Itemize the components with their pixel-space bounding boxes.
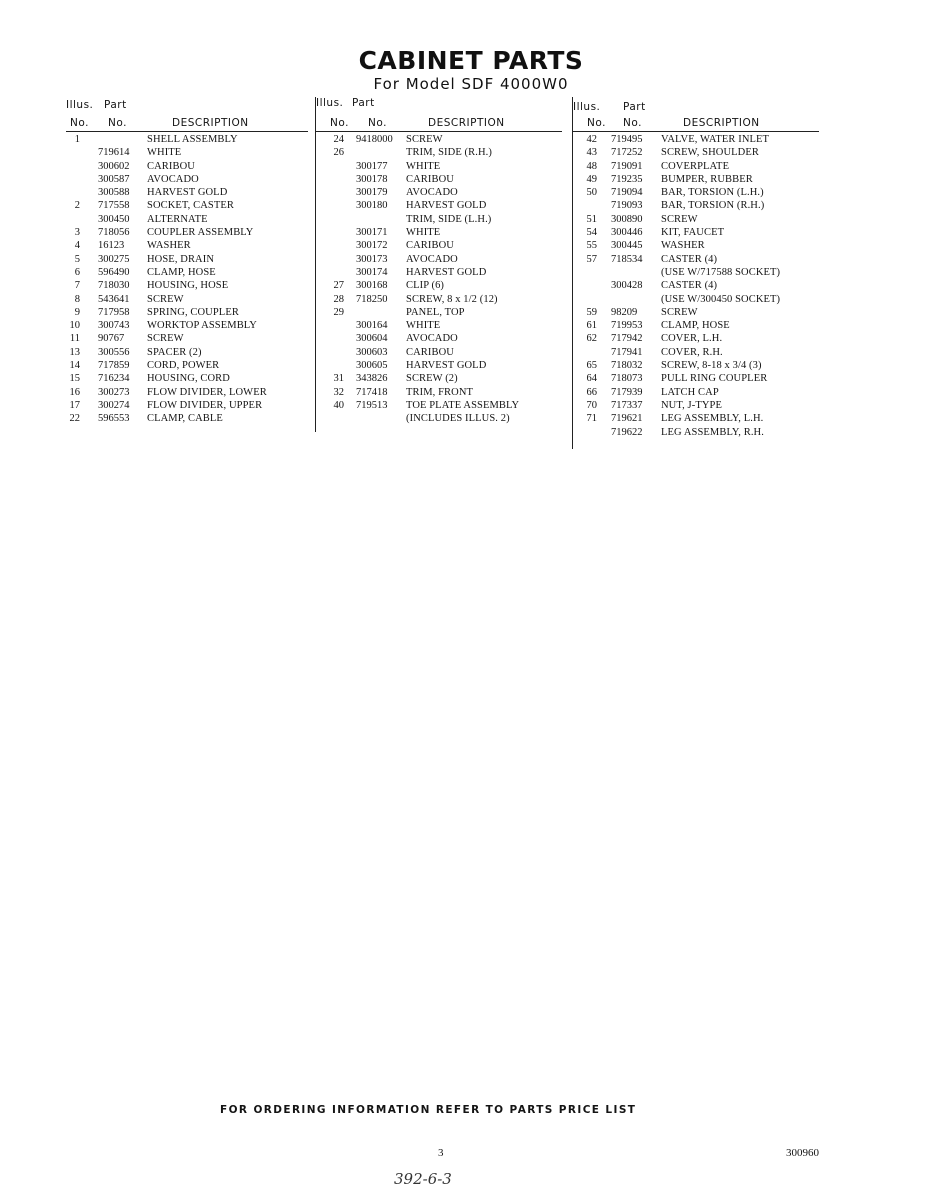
header-part-no: No. xyxy=(368,117,387,129)
table-row xyxy=(573,226,819,239)
page-subtitle: For Model SDF 4000W0 xyxy=(373,75,569,93)
ordering-note: FOR ORDERING INFORMATION REFER TO PARTS PRICE LIST xyxy=(220,1104,637,1116)
header-rule xyxy=(573,131,819,132)
header-illus-no: No. xyxy=(330,117,349,129)
illus-number: 27 xyxy=(333,280,344,292)
table-row xyxy=(316,332,562,345)
part-description: HARVEST GOLD xyxy=(406,360,487,372)
part-description: SCREW xyxy=(406,134,443,145)
header-rule xyxy=(66,131,308,132)
table-row xyxy=(66,346,308,359)
table-row xyxy=(66,266,308,279)
table-row xyxy=(316,160,562,173)
part-description: SCREW, 8-18 x 3/4 (3) xyxy=(661,360,762,372)
part-number: 719235 xyxy=(611,173,643,185)
part-description: NUT, J-TYPE xyxy=(661,399,722,411)
part-description: CLAMP, CABLE xyxy=(147,413,223,425)
header-rule xyxy=(316,131,562,132)
part-description: COVERPLATE xyxy=(661,160,730,172)
table-row xyxy=(316,412,562,425)
table-row xyxy=(66,306,308,319)
part-number: 300174 xyxy=(356,266,388,278)
part-description: SHELL ASSEMBLY xyxy=(147,134,238,145)
table-row xyxy=(66,213,308,226)
table-row xyxy=(66,319,308,332)
illus-number: 48 xyxy=(586,160,597,172)
table-row xyxy=(66,293,308,306)
part-number: 300178 xyxy=(356,173,388,185)
illus-number: 16 xyxy=(69,386,80,398)
part-number: 718056 xyxy=(98,227,130,239)
table-row xyxy=(66,160,308,173)
part-number: 719091 xyxy=(611,160,643,172)
part-description: VALVE, WATER INLET xyxy=(661,134,770,145)
part-number: 9418000 xyxy=(356,134,393,145)
part-description: SCREW xyxy=(661,213,698,225)
part-number: 90767 xyxy=(98,333,125,345)
part-description: ALTERNATE xyxy=(147,213,208,225)
part-number: 300743 xyxy=(98,320,130,332)
column-header xyxy=(316,97,562,133)
illus-number: 2 xyxy=(74,200,80,212)
part-description: (USE W/300450 SOCKET) xyxy=(661,293,781,305)
part-number: 300556 xyxy=(98,346,130,358)
table-row xyxy=(573,399,819,412)
part-number: 300604 xyxy=(356,333,388,345)
parts-rows xyxy=(316,133,562,426)
table-row xyxy=(573,279,819,292)
table-row xyxy=(316,372,562,385)
part-number: 596553 xyxy=(98,413,130,425)
part-number: 717958 xyxy=(98,306,130,318)
part-number: 717337 xyxy=(611,399,643,411)
table-row xyxy=(573,173,819,186)
table-row xyxy=(316,146,562,159)
part-description: BUMPER, RUBBER xyxy=(661,173,753,185)
table-row xyxy=(316,133,562,146)
part-number: 718250 xyxy=(356,293,388,305)
table-row xyxy=(316,359,562,372)
table-row xyxy=(573,160,819,173)
part-number: 719622 xyxy=(611,426,643,438)
page-title: CABINET PARTS xyxy=(358,46,584,75)
part-description: CASTER (4) xyxy=(661,253,718,265)
part-description: BAR, TORSION (L.H.) xyxy=(661,187,764,199)
table-row xyxy=(66,332,308,345)
part-description: PANEL, TOP xyxy=(406,306,465,318)
part-description: COVER, L.H. xyxy=(661,333,723,345)
parts-column-1 xyxy=(66,97,308,426)
part-number: 719094 xyxy=(611,187,643,199)
part-number: 719621 xyxy=(611,413,643,425)
table-row xyxy=(573,133,819,146)
part-number: 717859 xyxy=(98,360,130,372)
part-description: COVER, R.H. xyxy=(661,346,723,358)
parts-column-2 xyxy=(316,97,562,426)
table-row xyxy=(316,173,562,186)
header-description: DESCRIPTION xyxy=(172,117,249,129)
part-number: 300164 xyxy=(356,320,388,332)
part-description: SCREW (2) xyxy=(406,373,458,385)
header-description: DESCRIPTION xyxy=(683,117,760,129)
illus-number: 10 xyxy=(69,320,80,332)
part-description: HARVEST GOLD xyxy=(406,266,487,278)
illus-number: 49 xyxy=(586,173,597,185)
illus-number: 51 xyxy=(586,213,597,225)
table-row xyxy=(316,279,562,292)
part-description: CARIBOU xyxy=(406,173,454,185)
part-number: 717939 xyxy=(611,386,643,398)
part-description: CARIBOU xyxy=(406,240,454,252)
part-number: 718073 xyxy=(611,373,643,385)
table-row xyxy=(573,306,819,319)
illus-number: 31 xyxy=(333,373,344,385)
table-row xyxy=(573,372,819,385)
part-number: 300588 xyxy=(98,187,130,199)
part-description: SCREW xyxy=(147,293,184,305)
part-number: 300445 xyxy=(611,240,643,252)
part-number: 718032 xyxy=(611,360,643,372)
column-header xyxy=(573,97,819,133)
table-row xyxy=(573,186,819,199)
part-number: 300172 xyxy=(356,240,388,252)
table-row xyxy=(316,399,562,412)
part-description: LEG ASSEMBLY, R.H. xyxy=(661,426,764,438)
table-row xyxy=(573,199,819,212)
part-description: SCREW, 8 x 1/2 (12) xyxy=(406,293,498,305)
part-description: PULL RING COUPLER xyxy=(661,373,768,385)
illus-number: 32 xyxy=(333,386,344,398)
table-row xyxy=(66,199,308,212)
part-number: 300605 xyxy=(356,360,388,372)
part-description: HOUSING, CORD xyxy=(147,373,230,385)
illus-number: 26 xyxy=(333,147,344,159)
illus-number: 65 xyxy=(586,360,597,372)
illus-number: 40 xyxy=(333,399,344,411)
table-row xyxy=(316,346,562,359)
part-number: 300890 xyxy=(611,213,643,225)
header-part-no: No. xyxy=(623,117,642,129)
part-description: COUPLER ASSEMBLY xyxy=(147,227,254,239)
part-number: 716234 xyxy=(98,373,130,385)
illus-number: 3 xyxy=(74,227,80,239)
table-row xyxy=(316,266,562,279)
table-row xyxy=(316,293,562,306)
parts-rows xyxy=(66,133,308,426)
illus-number: 11 xyxy=(69,333,80,345)
part-description: WHITE xyxy=(406,320,441,332)
illus-number: 9 xyxy=(74,306,80,318)
illus-number: 4 xyxy=(74,240,80,252)
part-number: 343826 xyxy=(356,373,388,385)
illus-number: 50 xyxy=(586,187,597,199)
table-row xyxy=(66,359,308,372)
illus-number: 15 xyxy=(69,373,80,385)
table-row xyxy=(316,239,562,252)
table-row xyxy=(66,279,308,292)
illus-number: 29 xyxy=(333,306,344,318)
part-description: AVOCADO xyxy=(406,187,458,199)
part-number: 98209 xyxy=(611,306,638,318)
header-part: Part xyxy=(104,99,127,111)
part-description: SCREW xyxy=(661,306,698,318)
part-description: FLOW DIVIDER, LOWER xyxy=(147,386,267,398)
part-description: SPRING, COUPLER xyxy=(147,306,239,318)
part-number: 300428 xyxy=(611,280,643,292)
table-row xyxy=(316,226,562,239)
table-row xyxy=(573,213,819,226)
illus-number: 14 xyxy=(69,360,80,372)
part-number: 543641 xyxy=(98,293,130,305)
part-description: LEG ASSEMBLY, L.H. xyxy=(661,413,764,425)
illus-number: 55 xyxy=(586,240,597,252)
illus-number: 6 xyxy=(74,266,80,278)
document-number: 300960 xyxy=(786,1147,819,1159)
table-row xyxy=(573,426,819,439)
part-number: 717418 xyxy=(356,386,388,398)
header-illus: Illus. xyxy=(66,99,94,111)
part-description: TRIM, SIDE (L.H.) xyxy=(406,213,492,225)
table-row xyxy=(66,239,308,252)
parts-column-3 xyxy=(573,97,819,439)
part-description: CLAMP, HOSE xyxy=(147,266,216,278)
part-description: HARVEST GOLD xyxy=(147,187,228,199)
table-row xyxy=(66,146,308,159)
table-row xyxy=(66,186,308,199)
part-description: SCREW xyxy=(147,333,184,345)
illus-number: 13 xyxy=(69,346,80,358)
part-number: 717941 xyxy=(611,346,643,358)
table-row xyxy=(66,372,308,385)
illus-number: 66 xyxy=(586,386,597,398)
part-number: 719614 xyxy=(98,147,130,159)
illus-number: 24 xyxy=(333,134,344,145)
table-row xyxy=(573,346,819,359)
part-number: 719093 xyxy=(611,200,643,212)
part-description: HOUSING, HOSE xyxy=(147,280,229,292)
illus-number: 57 xyxy=(586,253,597,265)
illus-number: 54 xyxy=(586,227,597,239)
part-description: LATCH CAP xyxy=(661,386,719,398)
part-description: TOE PLATE ASSEMBLY xyxy=(406,399,520,411)
part-description: SPACER (2) xyxy=(147,346,202,358)
part-description: CLAMP, HOSE xyxy=(661,320,730,332)
table-row xyxy=(573,253,819,266)
part-number: 717558 xyxy=(98,200,130,212)
table-row xyxy=(316,253,562,266)
table-row xyxy=(316,213,562,226)
part-description: WASHER xyxy=(147,240,191,252)
table-row xyxy=(66,412,308,425)
table-row xyxy=(573,332,819,345)
part-number: 300274 xyxy=(98,399,130,411)
part-number: 719953 xyxy=(611,320,643,332)
part-number: 300275 xyxy=(98,253,130,265)
illus-number: 17 xyxy=(69,399,80,411)
table-row xyxy=(573,359,819,372)
table-row xyxy=(573,319,819,332)
header-illus-no: No. xyxy=(587,117,606,129)
header-part-no: No. xyxy=(108,117,127,129)
header-part: Part xyxy=(623,101,646,113)
part-number: 596490 xyxy=(98,266,130,278)
part-description: TRIM, FRONT xyxy=(406,386,474,398)
part-number: 300446 xyxy=(611,227,643,239)
illus-number: 42 xyxy=(586,134,597,145)
part-description: (USE W/717588 SOCKET) xyxy=(661,266,781,278)
column-header xyxy=(66,97,308,133)
illus-number: 5 xyxy=(74,253,80,265)
part-description: (INCLUDES ILLUS. 2) xyxy=(406,413,510,425)
page-number: 3 xyxy=(438,1147,444,1159)
part-number: 717252 xyxy=(611,147,643,159)
header-part: Part xyxy=(352,97,375,109)
table-row xyxy=(316,199,562,212)
header-illus-no: No. xyxy=(70,117,89,129)
part-description: WASHER xyxy=(661,240,705,252)
part-description: WHITE xyxy=(406,160,441,172)
illus-number: 28 xyxy=(333,293,344,305)
header-description: DESCRIPTION xyxy=(428,117,505,129)
table-row xyxy=(66,386,308,399)
part-description: SOCKET, CASTER xyxy=(147,200,234,212)
part-description: CLIP (6) xyxy=(406,280,445,292)
part-number: 717942 xyxy=(611,333,643,345)
header-illus: Illus. xyxy=(316,97,344,109)
part-description: CARIBOU xyxy=(147,160,195,172)
illus-number: 22 xyxy=(69,413,80,425)
part-number: 718534 xyxy=(611,253,643,265)
part-description: CORD, POWER xyxy=(147,360,220,372)
table-row xyxy=(66,226,308,239)
part-number: 300171 xyxy=(356,227,388,239)
illus-number: 59 xyxy=(586,306,597,318)
table-row xyxy=(316,319,562,332)
table-row xyxy=(66,253,308,266)
part-number: 300273 xyxy=(98,386,130,398)
part-description: WHITE xyxy=(147,147,182,159)
part-description: BAR, TORSION (R.H.) xyxy=(661,200,765,212)
illus-number: 64 xyxy=(586,373,597,385)
part-description: SCREW, SHOULDER xyxy=(661,147,759,159)
part-number: 300603 xyxy=(356,346,388,358)
part-description: AVOCADO xyxy=(147,173,199,185)
part-description: AVOCADO xyxy=(406,333,458,345)
part-number: 300179 xyxy=(356,187,388,199)
part-description: HARVEST GOLD xyxy=(406,200,487,212)
part-description: WORKTOP ASSEMBLY xyxy=(147,320,257,332)
illus-number: 1 xyxy=(74,134,80,145)
part-number: 300587 xyxy=(98,173,130,185)
part-description: WHITE xyxy=(406,227,441,239)
illus-number: 71 xyxy=(586,413,597,425)
column-divider xyxy=(315,97,316,432)
illus-number: 7 xyxy=(74,280,80,292)
part-description: FLOW DIVIDER, UPPER xyxy=(147,399,263,411)
part-number: 300168 xyxy=(356,280,388,292)
part-number: 719513 xyxy=(356,399,388,411)
illus-number: 70 xyxy=(586,399,597,411)
table-row xyxy=(316,186,562,199)
header-illus: Illus. xyxy=(573,101,601,113)
part-description: CARIBOU xyxy=(406,346,454,358)
illus-number: 62 xyxy=(586,333,597,345)
part-number: 719495 xyxy=(611,134,643,145)
table-row xyxy=(66,173,308,186)
table-row xyxy=(316,306,562,319)
table-row xyxy=(66,399,308,412)
column-divider xyxy=(572,97,573,449)
part-description: CASTER (4) xyxy=(661,280,718,292)
part-number: 300180 xyxy=(356,200,388,212)
part-number: 16123 xyxy=(98,240,125,252)
parts-rows xyxy=(573,133,819,439)
table-row xyxy=(573,293,819,306)
table-row xyxy=(573,266,819,279)
illus-number: 43 xyxy=(586,147,597,159)
table-row xyxy=(573,239,819,252)
part-number: 300450 xyxy=(98,213,130,225)
part-number: 300173 xyxy=(356,253,388,265)
illus-number: 61 xyxy=(586,320,597,332)
part-description: HOSE, DRAIN xyxy=(147,253,215,265)
table-row xyxy=(66,133,308,146)
handwritten-signature: 392-6-3 xyxy=(394,1170,452,1188)
table-row xyxy=(316,386,562,399)
part-number: 300177 xyxy=(356,160,388,172)
part-number: 300602 xyxy=(98,160,130,172)
part-number: 718030 xyxy=(98,280,130,292)
illus-number: 8 xyxy=(74,293,80,305)
table-row xyxy=(573,146,819,159)
table-row xyxy=(573,412,819,425)
part-description: TRIM, SIDE (R.H.) xyxy=(406,147,492,159)
part-description: KIT, FAUCET xyxy=(661,227,725,239)
table-row xyxy=(573,386,819,399)
part-description: AVOCADO xyxy=(406,253,458,265)
